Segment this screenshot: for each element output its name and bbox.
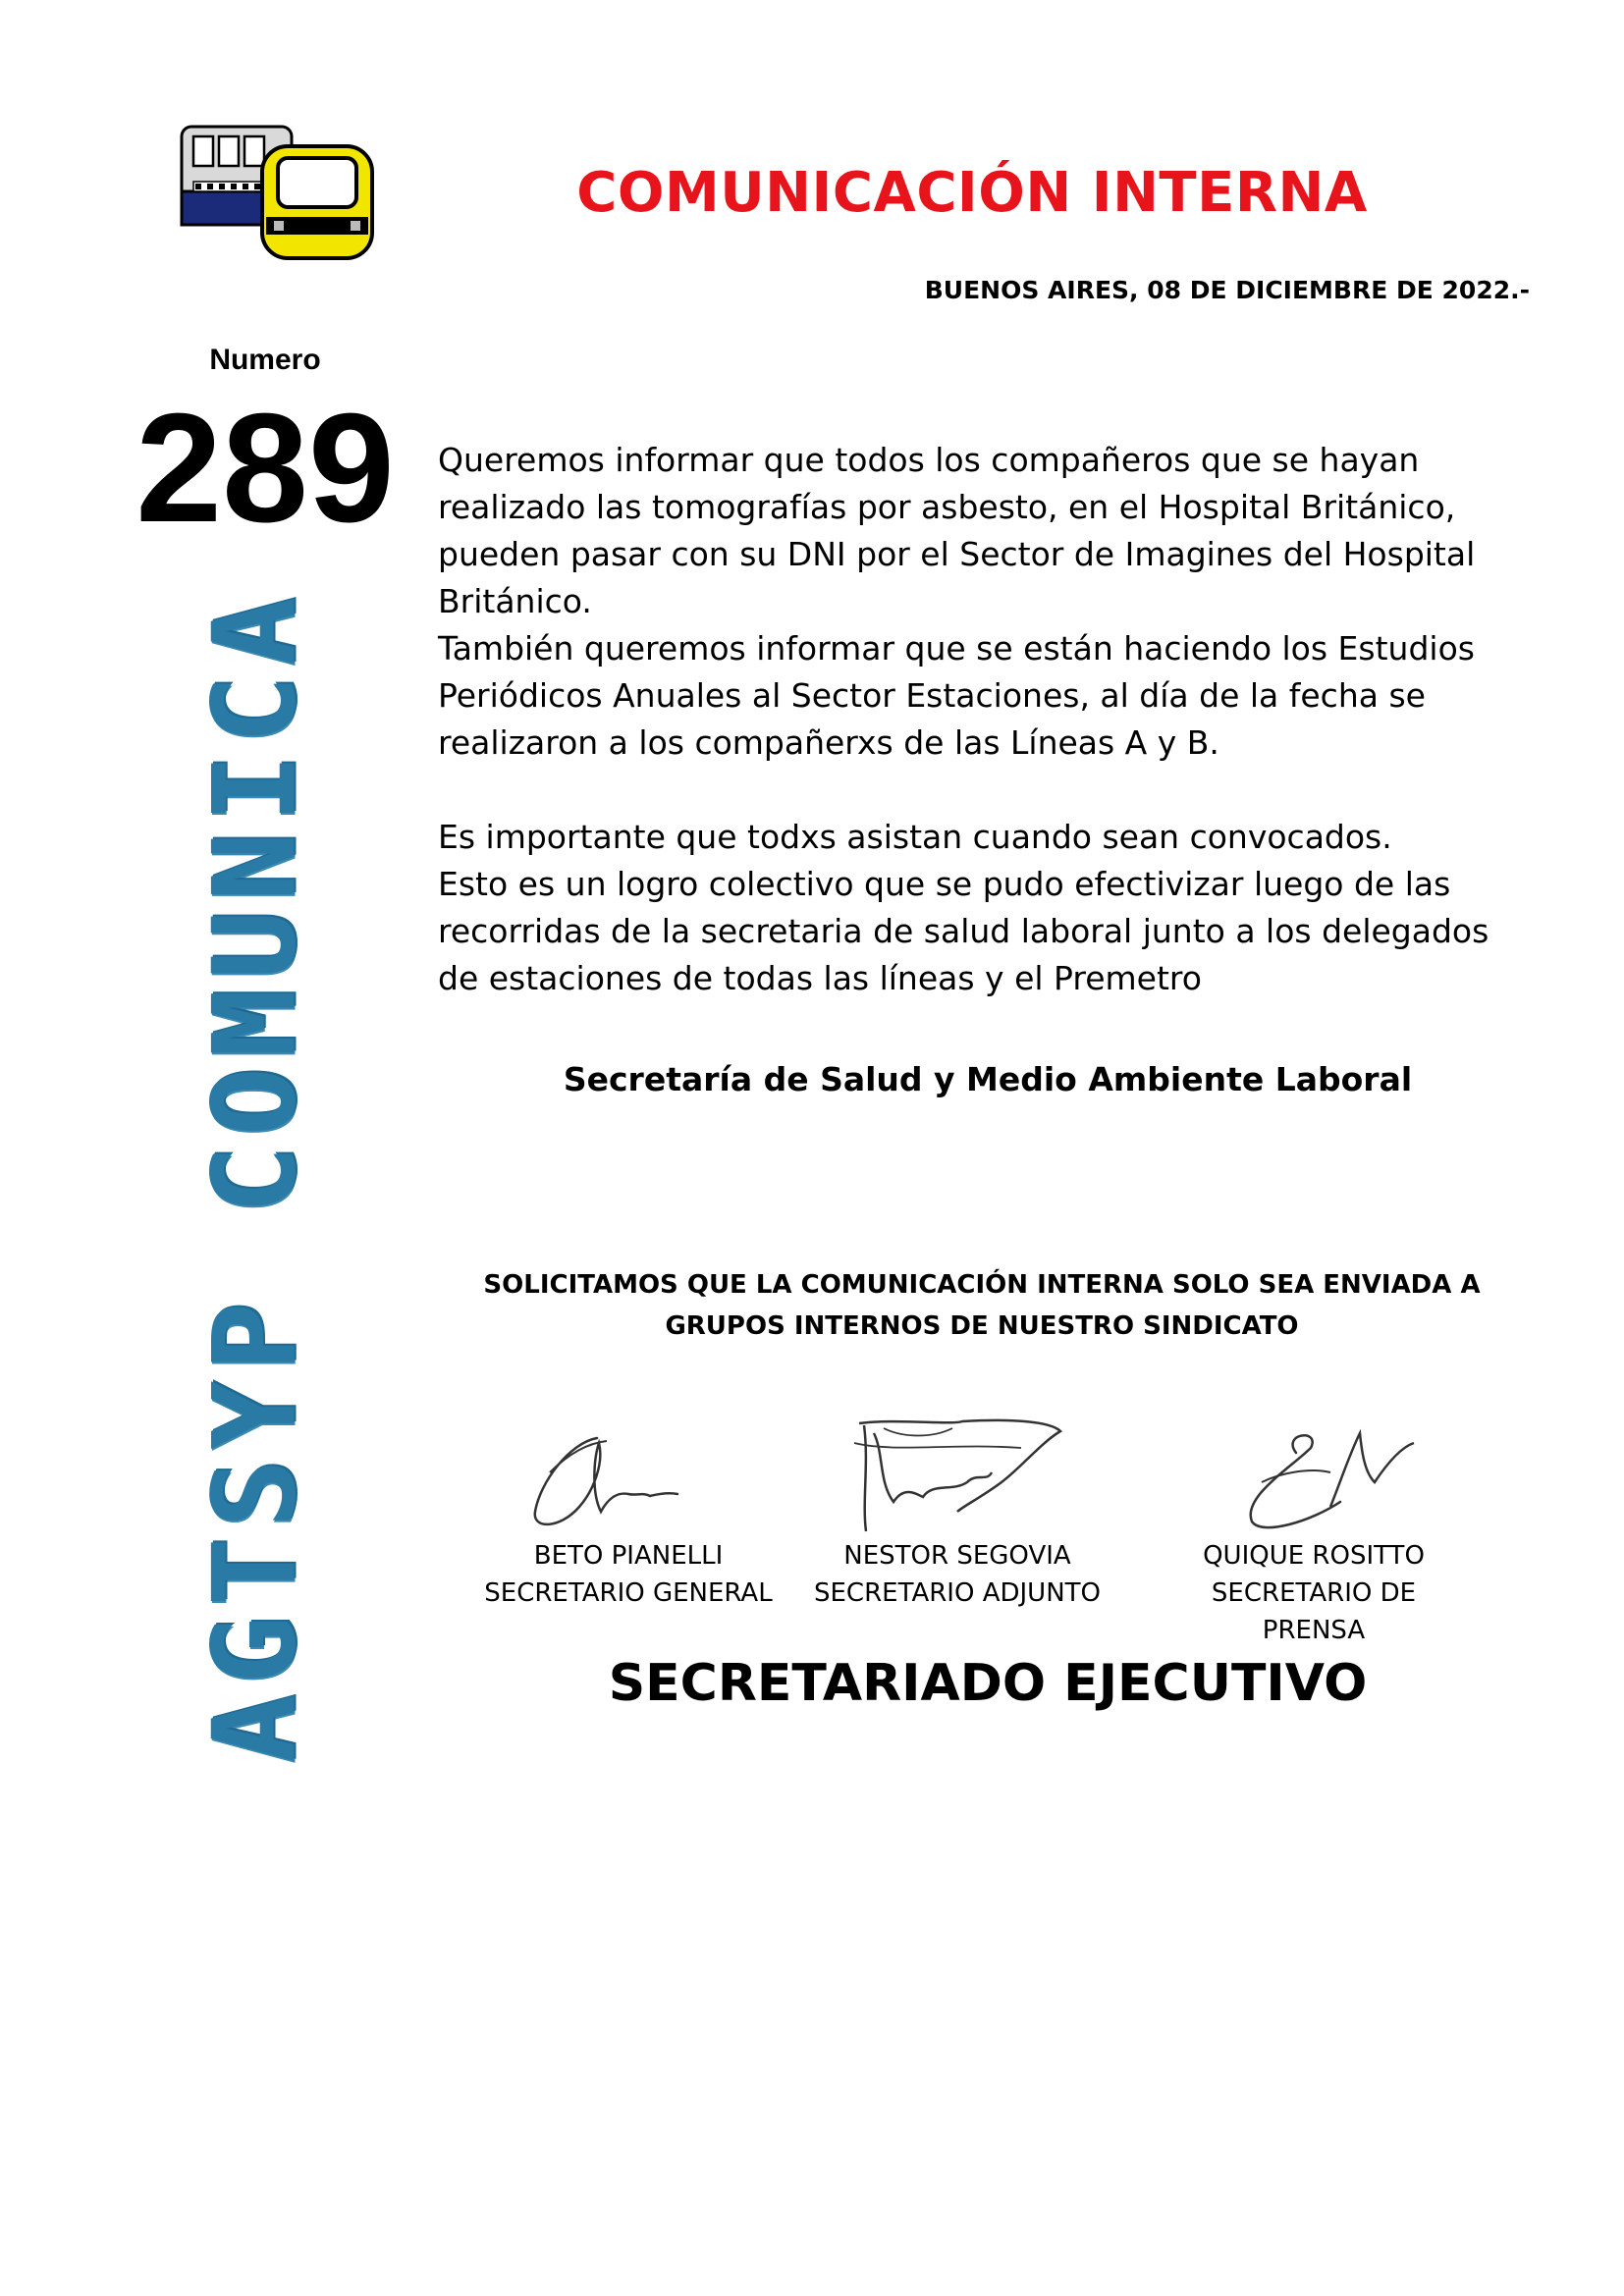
signer-name: NESTOR SEGOVIA (843, 1541, 1071, 1571)
message-body (438, 437, 1538, 1002)
document-title: COMUNICACIÓN INTERNA (576, 161, 1368, 225)
signer-role: SECRETARIO GENERAL (484, 1578, 773, 1608)
signer-role: SECRETARIO ADJUNTO (814, 1578, 1101, 1608)
signer-name: BETO PIANELLI (533, 1541, 724, 1571)
request-line: SOLICITAMOS QUE LA COMUNICACIÓN INTERNA SOLO SEA ENVIADA A (483, 1270, 1481, 1300)
union-logo-train-icon (180, 123, 376, 260)
message-signoff: Secretaría de Salud y Medio Ambiente Laboral (563, 1060, 1413, 1098)
signer-name: QUIQUE ROSITTO (1203, 1541, 1425, 1571)
signer-role: SECRETARIO DE PRENSA (1211, 1578, 1417, 1645)
body-paragraph: También queremos informar que se están haciendo los Estudios Periódicos Anuales al Sector Estaciones, al día de la fecha se realizaron a los compañerxs de las Líneas A y B. (438, 629, 1475, 762)
distribution-request (471, 1264, 1492, 1347)
signature-2-icon (815, 1414, 1110, 1541)
vertical-banner-text: AGTSYP COMUNICA (189, 587, 322, 1763)
signer-block (800, 1537, 1114, 1612)
document-date: BUENOS AIRES, 08 DE DICIEMBRE DE 2022.- (924, 276, 1530, 304)
body-paragraph: Queremos informar que todos los compañeros que se hayan realizado las tomografías por asbesto, en el Hospital Británico, pueden pasar con su DNI por el Sector de Imagines del Hospital Británico. (438, 441, 1476, 620)
signer-block (471, 1537, 785, 1612)
request-line: GRUPOS INTERNOS DE NUESTRO SINDICATO (665, 1311, 1299, 1341)
vertical-banner (172, 587, 339, 1763)
body-paragraph: Esto es un logro colectivo que se pudo efectivizar luego de las recorridas de la secretaria de salud laboral junto a los delegados de estaciones de todas las líneas y el Premetro (438, 865, 1489, 997)
signature-1-icon (481, 1414, 776, 1541)
footer-title: SECRETARIADO EJECUTIVO (608, 1654, 1368, 1713)
number-value: 289 (135, 382, 395, 555)
number-label: Numero (209, 344, 321, 376)
signer-block (1157, 1537, 1471, 1649)
body-paragraph: Es importante que todxs asistan cuando sean convocados. (438, 818, 1392, 856)
signature-3-icon (1203, 1414, 1497, 1541)
